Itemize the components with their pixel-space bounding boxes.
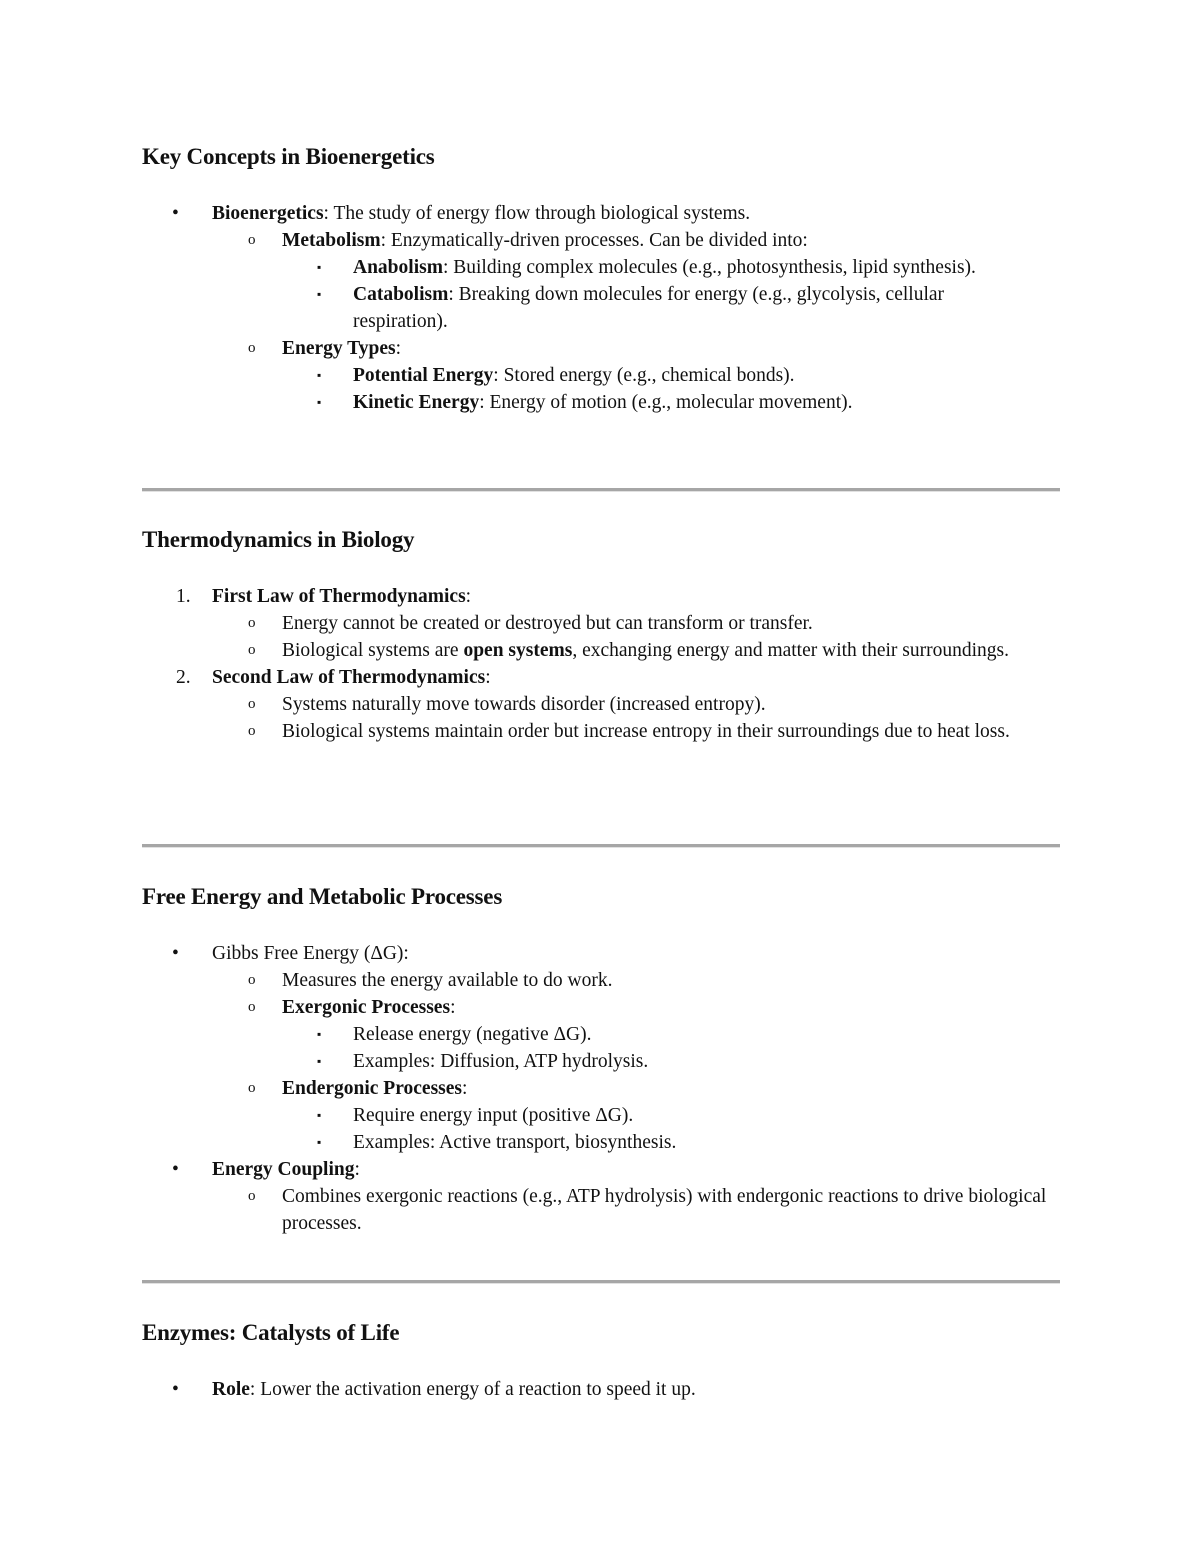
square-marker: ▪ — [317, 1054, 322, 1068]
list-item — [142, 389, 1060, 416]
list-item — [142, 1183, 1060, 1237]
definition: : Stored energy (e.g., chemical bonds). — [493, 365, 795, 386]
term: Energy Types — [282, 338, 396, 359]
list-item — [142, 1102, 1060, 1129]
definition: : Building complex molecules (e.g., photosynthesis, lipid synthesis). — [442, 257, 976, 278]
bullet-marker: • — [172, 1159, 179, 1180]
emphasis: open systems — [463, 640, 573, 661]
term: Exergonic Processes — [282, 997, 451, 1018]
circle-marker: o — [248, 615, 256, 631]
circle-marker: o — [248, 999, 256, 1015]
definition: : Breaking down molecules for energy (e.g., glycolysis, cellular respiration). — [353, 284, 945, 332]
list-item — [142, 227, 1060, 254]
definition: : Lower the activation energy of a reaction to speed it up. — [249, 1379, 696, 1400]
square-marker: ▪ — [317, 395, 322, 409]
number-marker: 2. — [176, 667, 191, 688]
term: Catabolism — [353, 284, 449, 305]
term: Metabolism — [282, 230, 381, 251]
square-marker: ▪ — [317, 260, 322, 274]
horizontal-divider — [142, 844, 1060, 848]
definition: : Energy of motion (e.g., molecular movement). — [479, 392, 853, 413]
section-key-concepts — [142, 142, 1060, 413]
bullet-marker: • — [172, 203, 179, 224]
list-item — [142, 967, 1060, 994]
list-item — [142, 610, 1060, 637]
term: Anabolism — [353, 257, 443, 278]
circle-marker: o — [248, 696, 256, 712]
item-text: Examples: Active transport, biosynthesis. — [353, 1132, 677, 1153]
item-text: Biological systems are — [282, 640, 464, 661]
item-text: Examples: Diffusion, ATP hydrolysis. — [353, 1051, 649, 1072]
section-heading: Key Concepts in Bioenergetics — [142, 144, 435, 169]
numbered-list — [142, 583, 1060, 745]
definition: : The study of energy flow through biological systems. — [323, 203, 751, 224]
item-text: Measures the energy available to do work. — [282, 970, 613, 991]
item-text: Release energy (negative ΔG). — [353, 1024, 592, 1045]
square-marker: ▪ — [317, 1027, 322, 1041]
item-text: Energy cannot be created or destroyed but can transform or transfer. — [282, 613, 813, 634]
term: Bioenergetics — [212, 203, 324, 224]
square-marker: ▪ — [317, 287, 322, 301]
list-item — [142, 1376, 1060, 1403]
number-marker: 1. — [176, 586, 191, 607]
term: Endergonic Processes — [282, 1078, 462, 1099]
term: Second Law of Thermodynamics — [212, 667, 486, 688]
horizontal-divider — [142, 488, 1060, 492]
list-item — [142, 664, 1060, 691]
definition: : — [465, 586, 472, 607]
list-item — [142, 691, 1060, 718]
definition: : — [354, 1159, 360, 1180]
list-item — [142, 1048, 1060, 1075]
item-text: Gibbs Free Energy (ΔG): — [212, 943, 409, 964]
section-enzymes — [142, 1318, 1060, 1400]
list-item — [142, 362, 1060, 389]
circle-marker: o — [248, 642, 256, 658]
term: First Law of Thermodynamics — [212, 586, 466, 607]
list-item — [142, 1075, 1060, 1102]
definition: : — [485, 667, 491, 688]
circle-marker: o — [248, 723, 256, 739]
circle-marker: o — [248, 340, 256, 356]
definition: : — [450, 997, 456, 1018]
definition: : — [395, 338, 402, 359]
item-text: Combines exergonic reactions (e.g., ATP hydrolysis) with endergonic reactions to drive biological processes. — [282, 1186, 1047, 1234]
list-item — [142, 1129, 1060, 1156]
list-item — [142, 718, 1060, 745]
circle-marker: o — [248, 232, 256, 248]
bullet-marker: • — [172, 1379, 179, 1400]
list-item — [142, 994, 1060, 1021]
item-text: Biological systems maintain order but increase entropy in their surroundings due to heat loss. — [282, 721, 1010, 742]
square-marker: ▪ — [317, 1108, 322, 1122]
list-item — [142, 281, 1060, 335]
term: Potential Energy — [353, 365, 494, 386]
section-heading: Enzymes: Catalysts of Life — [142, 1320, 400, 1345]
section-thermodynamics — [142, 525, 1060, 742]
circle-marker: o — [248, 1188, 256, 1204]
item-text: Systems naturally move towards disorder (increased entropy). — [282, 694, 766, 715]
section-heading: Thermodynamics in Biology — [142, 527, 415, 552]
horizontal-divider — [142, 1280, 1060, 1284]
square-marker: ▪ — [317, 368, 322, 382]
square-marker: ▪ — [317, 1135, 322, 1149]
list-item — [142, 1021, 1060, 1048]
term: Kinetic Energy — [353, 392, 480, 413]
list-item — [142, 637, 1060, 664]
circle-marker: o — [248, 972, 256, 988]
list-item — [142, 335, 1060, 362]
bullet-list — [142, 1376, 1060, 1403]
list-item — [142, 200, 1060, 227]
term: Energy Coupling — [212, 1159, 355, 1180]
item-text: , exchanging energy and matter with their surroundings. — [572, 640, 1009, 661]
section-free-energy — [142, 882, 1060, 1234]
circle-marker: o — [248, 1080, 256, 1096]
bullet-list — [142, 200, 1060, 416]
bullet-list — [142, 940, 1060, 1237]
bullet-marker: • — [172, 943, 179, 964]
list-item — [142, 940, 1060, 967]
definition: : Enzymatically-driven processes. Can be divided into: — [380, 230, 808, 251]
item-text: Require energy input (positive ΔG). — [353, 1105, 634, 1126]
term: Role — [212, 1379, 250, 1400]
definition: : — [462, 1078, 468, 1099]
list-item — [142, 1156, 1060, 1183]
section-heading: Free Energy and Metabolic Processes — [142, 884, 503, 909]
list-item — [142, 583, 1060, 610]
list-item — [142, 254, 1060, 281]
